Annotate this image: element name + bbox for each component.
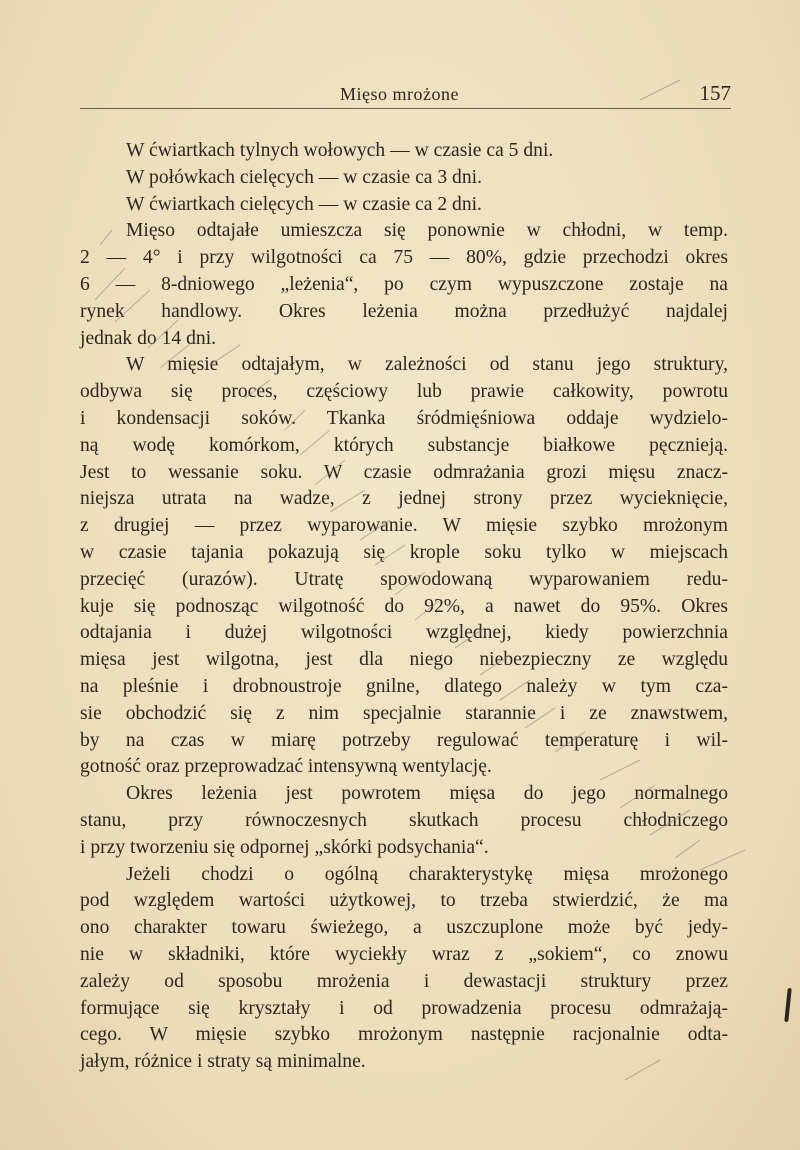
running-title: Mięso mrożone (340, 84, 459, 104)
text-line: formujące się kryształy i od prowadzenia procesu odmrażają- (80, 997, 728, 1019)
text-line: jednak do 14 dni. (80, 327, 217, 349)
text-line: pod względem wartości użytkowej, to trzeba stwierdzić, że ma (80, 890, 728, 912)
text-line: zależy od sposobu mrożenia i dewastacji struktury przez (80, 970, 728, 992)
text-line: stanu, przy równoczesnych skutkach procesu chłodniczego (80, 809, 728, 831)
text-line: W połówkach cielęcych — w czasie ca 3 dni. (126, 166, 482, 188)
text-line: na pleśnie i drobnoustroje gnilne, dlatego należy w tym cza- (80, 675, 728, 697)
page-number: 157 (699, 81, 731, 105)
text-line: jałym, różnice i straty są minimalne. (80, 1051, 366, 1073)
text-line: mięsa jest wilgotna, jest dla niego niebezpieczny ze względu (80, 649, 728, 671)
text-line: 2 — 4° i przy wilgotności ca 75 — 80%, gdzie przechodzi okres (80, 247, 728, 269)
text-line: Jeżeli chodzi o ogólną charakterystykę mięsa mrożonego (126, 863, 728, 885)
text-line: by na czas w miarę potrzeby regulować temperaturę i wil- (80, 729, 728, 751)
text-line: W mięsie odtajałym, w zależności od stanu jego struktury, (126, 354, 728, 376)
text-line: W ćwiartkach tylnych wołowych — w czasie ca 5 dni. (126, 140, 554, 161)
text-line: w czasie tajania pokazują się krople soku tylko w miejscach (80, 541, 728, 563)
text-line: Mięso odtajałe umieszcza się ponownie w chłodni, w temp. (126, 220, 728, 242)
text-line: odtajania i dużej wilgotności względnej, kiedy powierzchnia (80, 622, 728, 644)
text-line: 6 — 8-dniowego „leżenia“, po czym wypuszczone zostaje na (80, 273, 728, 295)
text-line: odbywa się proces, częściowy lub prawie całkowity, powrotu (80, 381, 728, 403)
text-line: Okres leżenia jest powrotem mięsa do jego normalnego (126, 783, 728, 805)
text-line: sie obchodzić się z nim specjalnie starannie i ze znawstwem, (80, 702, 728, 724)
text-line: kuje się podnosząc wilgotność do 92%, a nawet do 95%. Okres (80, 595, 728, 617)
text-line: gotność oraz przeprowadzać intensywną wentylację. (80, 756, 492, 778)
text-line: nie w składniki, które wyciekły wraz z „sokiem“, co znowu (80, 943, 728, 965)
text-line: Jest to wessanie soku. W czasie odmrażania grozi mięsu znacz- (80, 461, 728, 483)
text-line: i kondensacji soków. Tkanka śródmięśniowa oddaje wydzielo- (80, 407, 728, 429)
text-line: cego. W mięsie szybko mrożonym następnie racjonalnie odta- (80, 1024, 728, 1046)
body-text (80, 138, 728, 1076)
text-line: W ćwiartkach cielęcych — w czasie ca 2 dni. (126, 193, 482, 215)
page-header (80, 80, 731, 109)
text-line: i przy tworzeniu się odpornej „skórki podsychania“. (80, 836, 489, 858)
text-line: przecięć (urazów). Utratę spowodowaną wyparowaniem redu- (80, 568, 728, 590)
text-line: z drugiej — przez wyparowanie. W mięsie szybko mrożonym (80, 515, 728, 537)
text-line: rynek handlowy. Okres leżenia można przedłużyć najdalej (80, 300, 728, 322)
text-line: ną wodę komórkom, których substancje białkowe pęcznieją. (80, 434, 728, 456)
margin-mark (784, 988, 792, 1022)
text-line: niejsza utrata na wadze, z jednej strony przez wycieknięcie, (80, 488, 728, 510)
text-line: ono charakter towaru świeżego, a uszczuplone może być jedy- (80, 917, 728, 939)
